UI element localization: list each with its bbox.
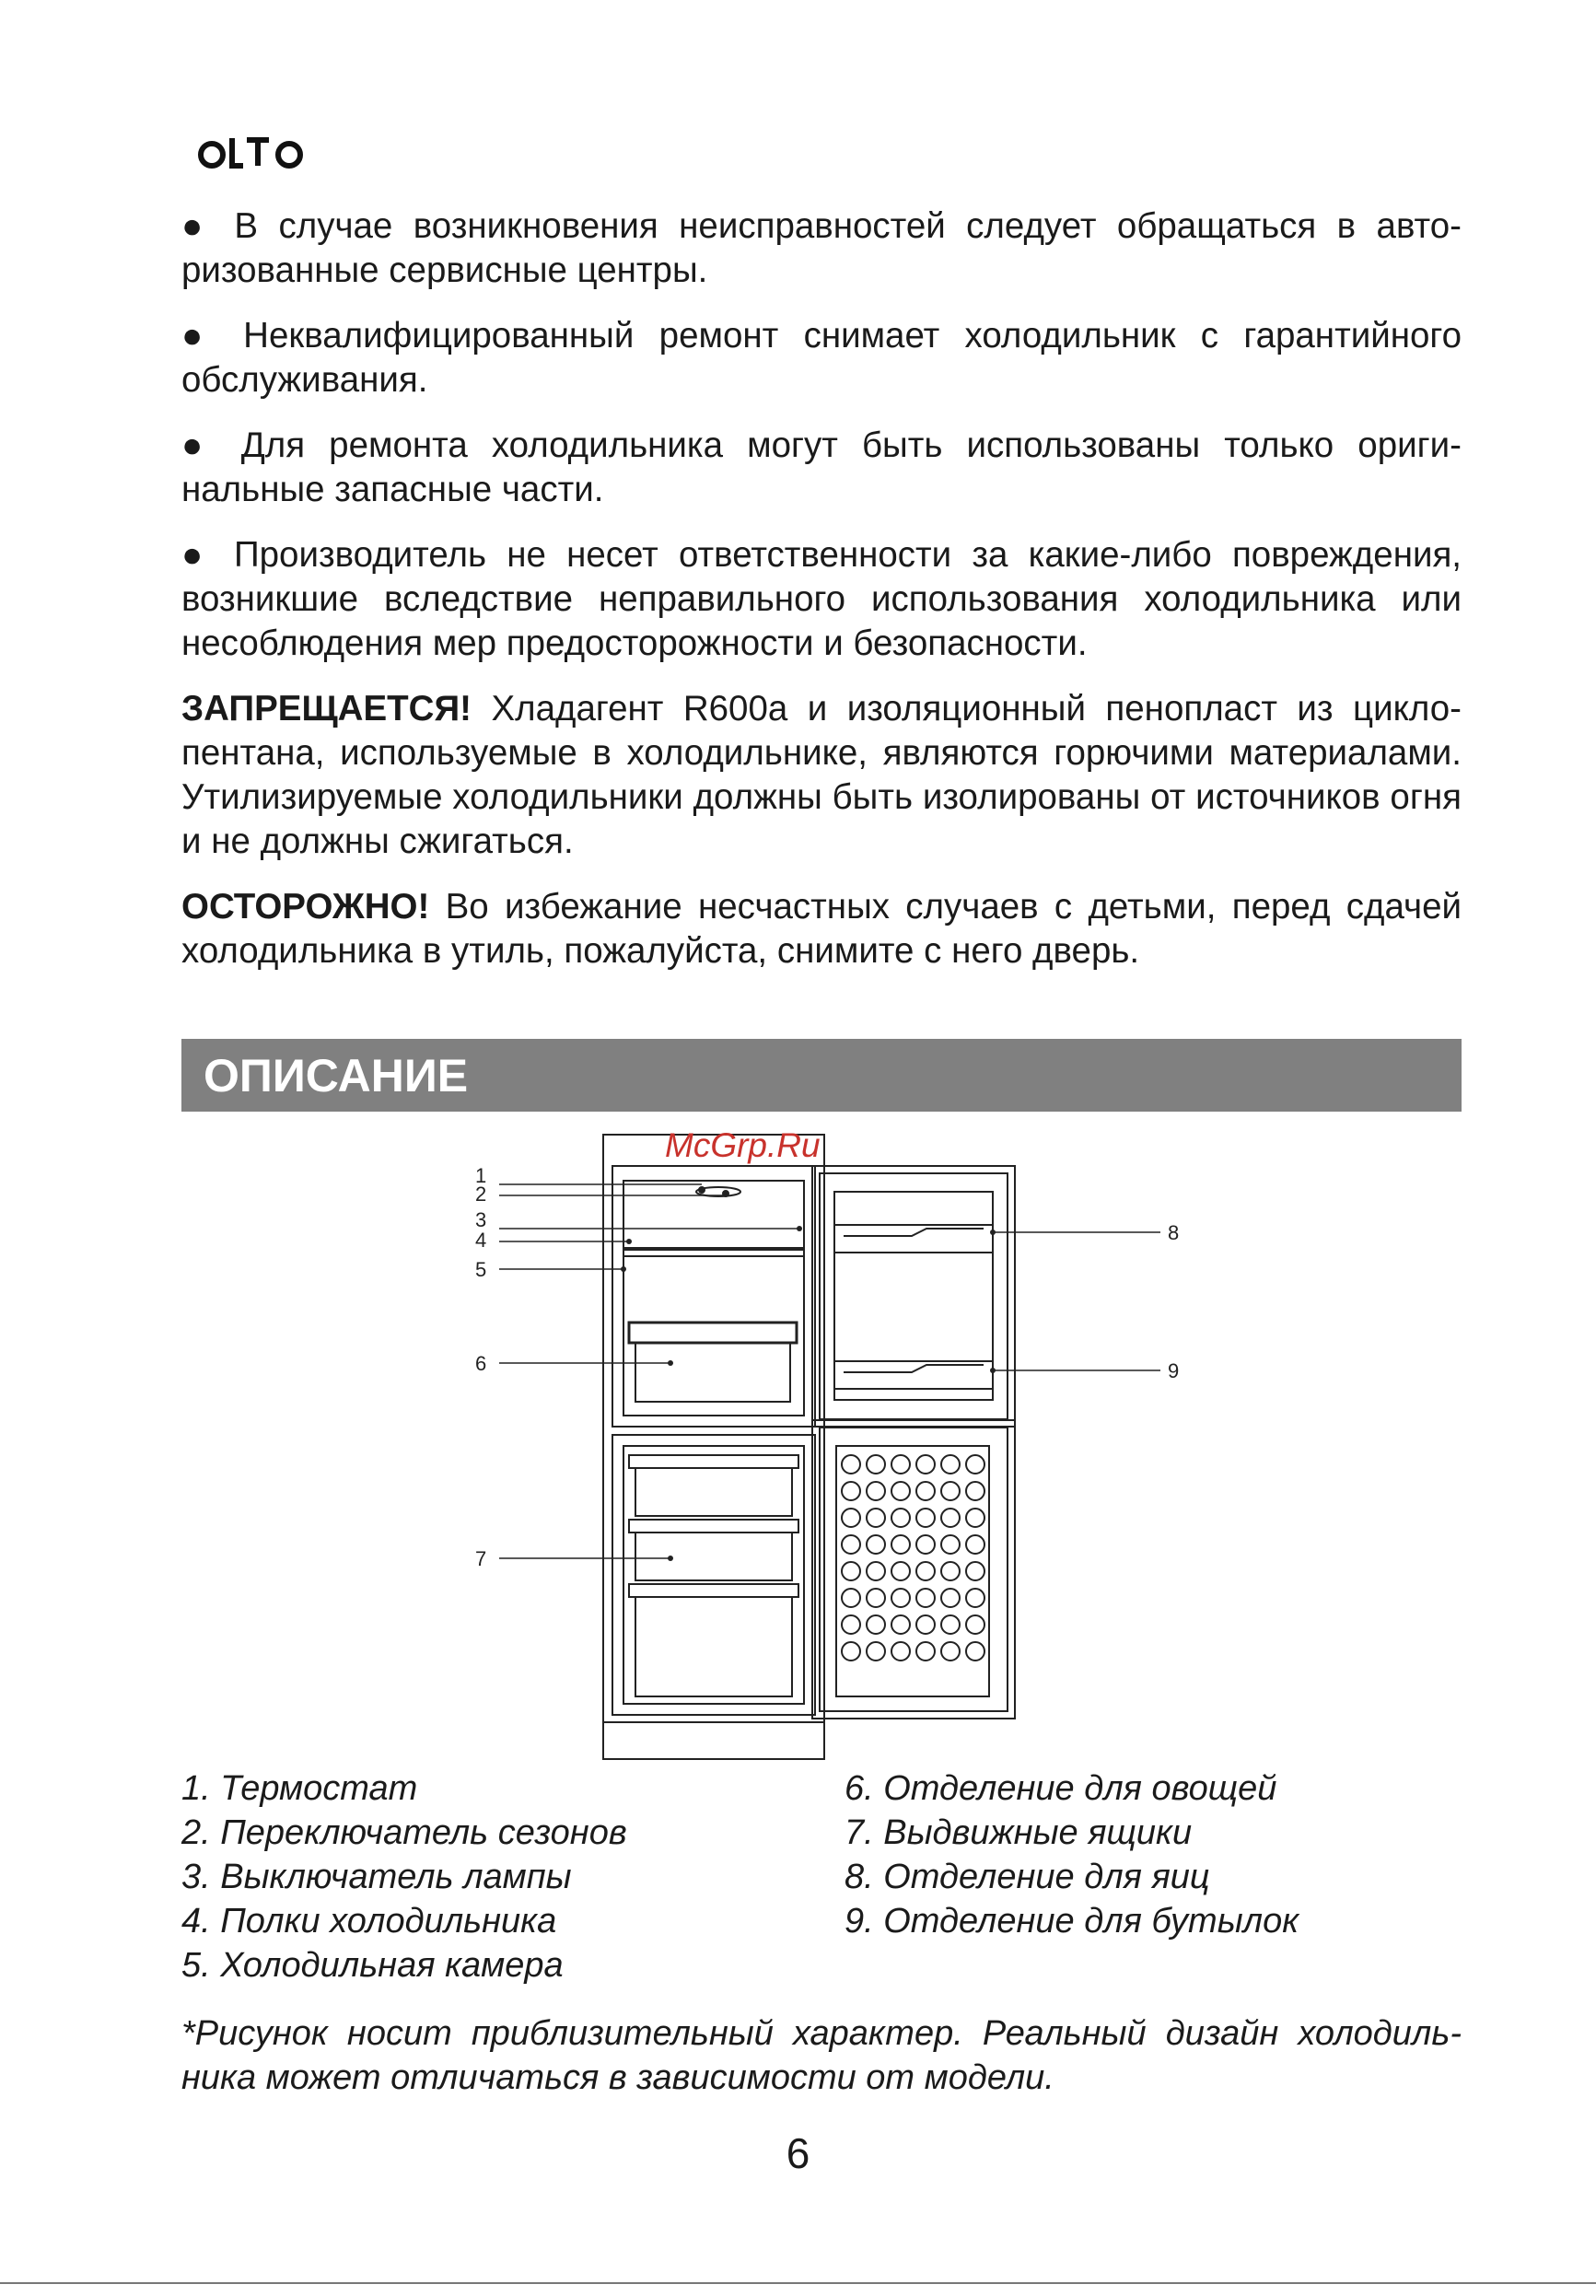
- egg-holder: [867, 1615, 885, 1634]
- egg-holder: [842, 1642, 860, 1661]
- egg-holder: [891, 1535, 910, 1554]
- legend-left: [181, 1766, 627, 1987]
- paragraph: ● Производитель не несет ответственности за какие-либо повреждения, возникшие вследствие неправильного использования холодильника или несоблюдения мер предосторожности и безопасности.: [181, 535, 1462, 663]
- egg-holder: [842, 1509, 860, 1527]
- egg-holder: [867, 1455, 885, 1474]
- egg-holder: [941, 1482, 960, 1500]
- section-title: ОПИСАНИЕ: [204, 1050, 469, 1101]
- callout-4: 4: [475, 1229, 487, 1252]
- egg-holder: [941, 1562, 960, 1580]
- callout-3: 3: [475, 1208, 487, 1231]
- section-header: [181, 1039, 1462, 1112]
- egg-holder: [842, 1482, 860, 1500]
- callout-7: 7: [475, 1547, 487, 1570]
- egg-holder: [941, 1642, 960, 1661]
- callout-6: 6: [475, 1352, 487, 1375]
- callout-5: 5: [475, 1258, 487, 1281]
- egg-holder: [891, 1615, 910, 1634]
- legend-item: 8. Отделение для яиц: [845, 1858, 1210, 1896]
- bottom-rule: [0, 2282, 1596, 2284]
- paragraph: ● Неквалифицированный ремонт снимает холодильник с гарантийного обслуживания.: [181, 316, 1462, 400]
- egg-holder: [966, 1642, 984, 1661]
- figure-note: *Рисунок носит приблизительный характер. Реальный дизайн холодильника может отличаться в зависимости от модели.: [181, 2014, 1462, 2097]
- page-number: 6: [786, 2129, 810, 2177]
- callout-8: 8: [1168, 1221, 1180, 1244]
- egg-holder: [842, 1589, 860, 1607]
- paragraph: ● Для ремонта холодильника могут быть использованы только оригинальные запасные части.: [181, 425, 1462, 509]
- egg-holder: [941, 1589, 960, 1607]
- egg-holder: [916, 1455, 935, 1474]
- egg-holder: [916, 1482, 935, 1500]
- egg-holder: [891, 1642, 910, 1661]
- egg-holder: [867, 1482, 885, 1500]
- egg-holder: [966, 1535, 984, 1554]
- egg-holder: [966, 1482, 984, 1500]
- body-text: [181, 204, 1462, 995]
- egg-holder: [842, 1455, 860, 1474]
- egg-holder: [941, 1615, 960, 1634]
- warning-label: ЗАПРЕЩАЕТСЯ!: [181, 689, 472, 728]
- legend-item: 7. Выдвижные ящики: [845, 1813, 1193, 1852]
- egg-holder: [941, 1509, 960, 1527]
- legend-item: 5. Холодильная камера: [181, 1946, 564, 1985]
- egg-holder: [966, 1455, 984, 1474]
- egg-holder: [916, 1562, 935, 1580]
- egg-holders: [842, 1455, 984, 1661]
- egg-holder: [891, 1589, 910, 1607]
- egg-holder: [941, 1455, 960, 1474]
- callout-9: 9: [1168, 1359, 1180, 1382]
- egg-holder: [916, 1509, 935, 1527]
- fridge-base: [603, 1722, 824, 1759]
- callout-1: 1: [475, 1164, 487, 1187]
- watermark: McGrp.Ru: [665, 1126, 821, 1164]
- caution-paragraph: ОСТОРОЖНО! Во избежание несчастных случаев с детьми, перед сдачей холодильника в утиль, пожалуйста, снимите с него дверь.: [181, 887, 1462, 971]
- legend-item: 9. Отделение для бутылок: [845, 1902, 1299, 1941]
- egg-holder: [966, 1509, 984, 1527]
- egg-holder: [867, 1562, 885, 1580]
- egg-holder: [891, 1562, 910, 1580]
- legend-item: 6. Отделение для овощей: [845, 1769, 1277, 1808]
- egg-holder: [916, 1535, 935, 1554]
- olto-logo: [197, 127, 308, 175]
- egg-holder: [867, 1589, 885, 1607]
- egg-holder: [966, 1589, 984, 1607]
- legend-item: 3. Выключатель лампы: [181, 1858, 572, 1896]
- egg-holder: [891, 1455, 910, 1474]
- legend-item: 2. Переключатель сезонов: [181, 1813, 627, 1852]
- egg-holder: [891, 1509, 910, 1527]
- egg-holder: [966, 1562, 984, 1580]
- egg-holder: [867, 1642, 885, 1661]
- warning-paragraph: ЗАПРЕЩАЕТСЯ! Хладагент R600a и изоляционный пенопласт из циклопентана, используемые в холодильнике, являются горючими материалами. Утилизируемые холодильники должны быть изолированы от источников огня и не должны сжигаться.: [181, 689, 1462, 861]
- egg-holder: [941, 1535, 960, 1554]
- egg-holder: [966, 1615, 984, 1634]
- fridge-diagram: [460, 1133, 1252, 1768]
- egg-holder: [916, 1589, 935, 1607]
- egg-holder: [842, 1535, 860, 1554]
- egg-holder: [916, 1615, 935, 1634]
- callout-2: 2: [475, 1183, 487, 1206]
- caution-label: ОСТОРОЖНО!: [181, 887, 430, 927]
- legend-right: [845, 1766, 1299, 1943]
- egg-holder: [842, 1562, 860, 1580]
- legend-item: 1. Термостат: [181, 1769, 418, 1808]
- egg-holder: [867, 1509, 885, 1527]
- egg-holder: [842, 1615, 860, 1634]
- legend-item: 4. Полки холодильника: [181, 1902, 557, 1941]
- egg-holder: [916, 1642, 935, 1661]
- paragraph: ● В случае возникновения неисправностей следует обращаться в авторизованные сервисные центры.: [181, 206, 1462, 290]
- egg-holder: [891, 1482, 910, 1500]
- egg-holder: [867, 1535, 885, 1554]
